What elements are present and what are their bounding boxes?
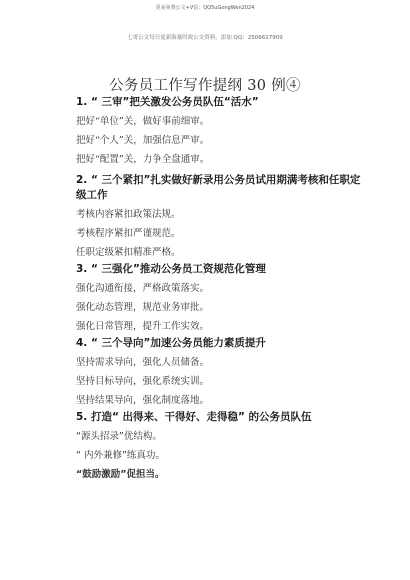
section-heading: 2. “ 三个紧扣”扎实做好新录用公务员试用期满考核和任职定级工作 <box>76 174 361 201</box>
section-line: 坚持目标导向，强化系统实训。 <box>76 376 210 387</box>
document-body <box>76 95 366 484</box>
section-line: 强化日常管理，提升工作实效。 <box>76 321 210 332</box>
section-line: 任职定级紧扣精准严格。 <box>76 247 181 258</box>
section-line: 考核程序紧扣严谨规范。 <box>76 228 181 239</box>
section-line: 坚持结果导向，强化制度落地。 <box>76 395 210 406</box>
header-notice: 七哥公文每日更新海量时政公文资料，添加 QQ：2506617909 <box>127 35 283 41</box>
section-heading: 5. 打造“ 出得来、干得好、走得稳” 的公务员队伍 <box>76 411 312 423</box>
section-line: 把好“单位”关，做好事前细审。 <box>76 116 210 127</box>
section-line: “鼓励激励”促担当。 <box>76 469 165 480</box>
section-line: 强化沟通衔接，严格政策落实。 <box>76 283 210 294</box>
section-line: 坚持需求导向，强化人员储备。 <box>76 357 210 368</box>
section-line: “ 内外兼修”练真功。 <box>76 450 165 461</box>
section-line: “源头招录”优结构。 <box>76 431 162 442</box>
header-banner: 更多免费公文+V信：QQ5uGongWen2024 <box>155 5 255 11</box>
section-heading: 4. “ 三个导向”加速公务员能力素质提升 <box>76 337 266 349</box>
section-line: 强化动态管理，规范业务审批。 <box>76 302 210 313</box>
section-heading: 3. “ 三强化”推动公务员工资规范化管理 <box>76 263 266 275</box>
section-line: 考核内容紧扣政策法规。 <box>76 209 181 220</box>
document-title: 公务员工作写作提纲 30 例④ <box>109 78 301 94</box>
section-heading: 1. “ 三审”把关激发公务员队伍“活水” <box>76 96 259 108</box>
section-line: 把好“个人”关，加强信息严审。 <box>76 135 210 146</box>
section-line: 把好“配置”关，力争全盘通审。 <box>76 154 210 165</box>
